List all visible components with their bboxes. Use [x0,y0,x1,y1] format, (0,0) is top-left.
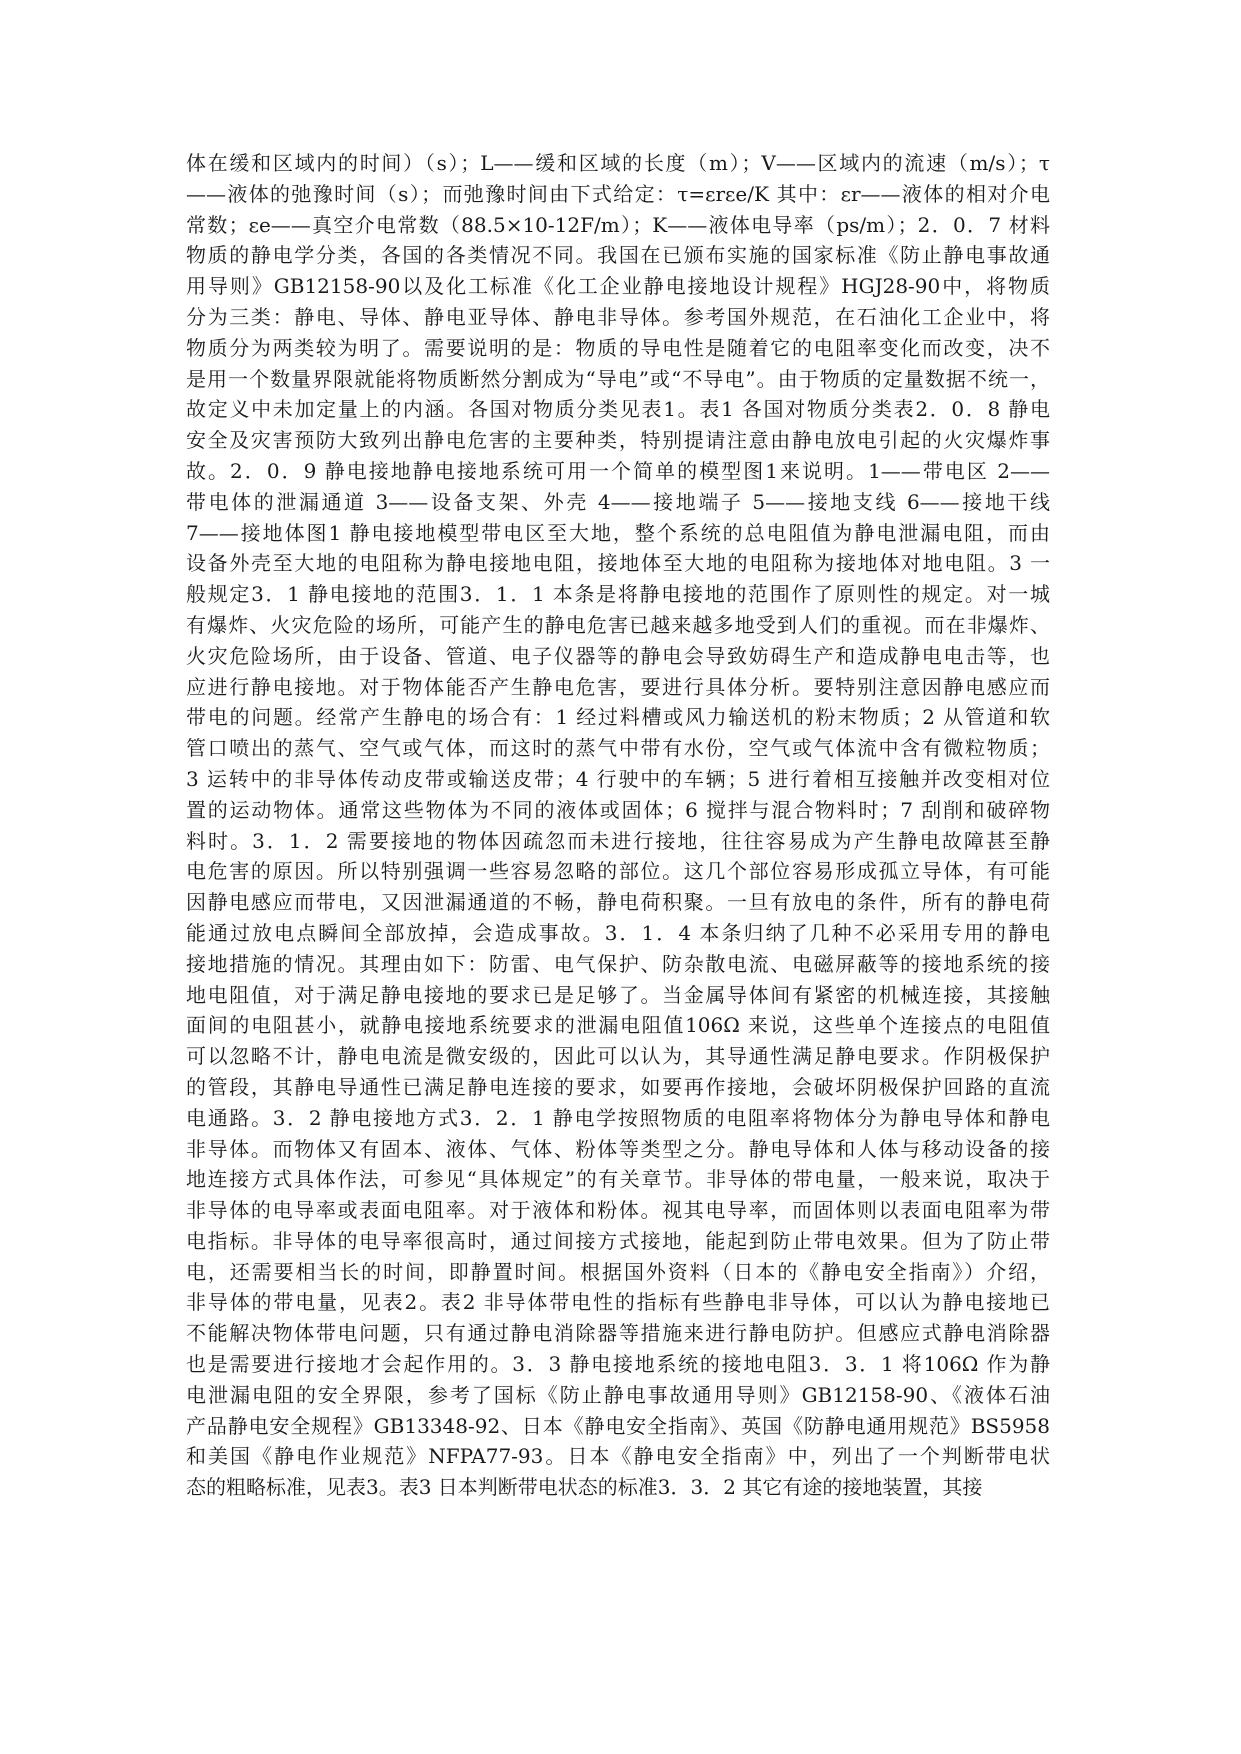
text-line: 体在缓和区域内的时间）（s）；L——缓和区域的长度（m）；V——区域内的流速（m/s）；τ [186,151,1050,175]
text-line: 地电阻值，对于满足静电接地的要求已是足够了。当金属导体间有紧密的机械连接，其接触 [186,982,1050,1007]
text-line: 分为三类：静电、导体、静电亚导体、静电非导体。参考国外规范，在石油化工企业中，将 [186,304,1050,329]
text-line: 应进行静电接地。对于物体能否产生静电危害，要进行具体分析。要特别注意因静电感应而 [186,674,1050,699]
text-line: 7——接地体图1 静电接地模型带电区至大地，整个系统的总电阻值为静电泄漏电阻，而由 [186,520,1050,545]
text-line: 非导体的带电量，见表2。表2 非导体带电性的指标有些静电非导体，可以认为静电接地已 [186,1290,1050,1315]
text-line: 电，还需要相当长的时间，即静置时间。根据国外资料（日本的《静电安全指南》）介绍， [186,1259,1050,1284]
text-line: 料时。3．1．2 需要接地的物体因疏忽而未进行接地，往往容易成为产生静电故障甚至静 [186,828,1050,853]
text-line: 也是需要进行接地才会起作用的。3．3 静电接地系统的接地电阻3．3．1 将106Ω 作为静 [186,1352,1050,1377]
text-line: 用导则》GB12158-90以及化工标准《化工企业静电接地设计规程》HGJ28-90中，将物质 [186,274,1050,299]
text-line: 地连接方式具体作法，可参见“具体规定”的有关章节。非导体的带电量，一般来说，取决于 [186,1167,1050,1192]
body-text [186,148,1050,1503]
text-line: 面间的电阻甚小，就静电接地系统要求的泄漏电阻值106Ω 来说，这些单个连接点的电阻值 [186,1013,1050,1038]
text-line: 火灾危险场所，由于设备、管道、电子仪器等的静电会导致妨碍生产和造成静电电击等，也 [186,643,1050,668]
text-line: 可以忽略不计，静电电流是微安级的，因此可以认为，其导通性满足静电要求。作阴极保护 [186,1044,1050,1069]
text-line: 安全及灾害预防大致列出静电危害的主要种类，特别提请注意由静电放电引起的火灾爆炸事 [186,428,1050,453]
text-line: 能通过放电点瞬间全部放掉，会造成事故。3．1．4 本条归纳了几种不必采用专用的静电 [186,920,1050,945]
text-line: 电通路。3．2 静电接地方式3．2．1 静电学按照物质的电阻率将物体分为静电导体和静电 [186,1105,1050,1130]
text-line: 因静电感应而带电，又因泄漏通道的不畅，静电荷积聚。一旦有放电的条件，所有的静电荷 [186,890,1050,915]
text-line: 常数；εe——真空介电常数（88.5×10-12F/m）；K——液体电导率（ps/m）；2．0．7 材料 [186,212,1050,237]
text-line: 物质的静电学分类，各国的各类情况不同。我国在已颁布实施的国家标准《防止静电事故通 [186,243,1050,268]
text-line: 非导体的电导率或表面电阻率。对于液体和粉体。视其电导率，而固体则以表面电阻率为带 [186,1198,1050,1223]
text-line: 电危害的原因。所以特别强调一些容易忽略的部位。这几个部位容易形成孤立导体，有可能 [186,859,1050,884]
text-line: 是用一个数量界限就能将物质断然分割成为“导电”或“不导电”。由于物质的定量数据不统一， [186,366,1050,391]
text-line: 电指标。非导体的电导率很高时，通过间接方式接地，能起到防止带电效果。但为了防止带 [186,1228,1050,1253]
text-line: 不能解决物体带电问题，只有通过静电消除器等措施来进行静电防护。但感应式静电消除器 [186,1321,1050,1346]
text-line: 置的运动物体。通常这些物体为不同的液体或固体；6 搅拌与混合物料时；7 刮削和破碎物 [186,797,1050,822]
text-line: 物质分为两类较为明了。需要说明的是：物质的导电性是随着它的电阻率变化而改变，决不 [186,335,1050,360]
text-line: 产品静电安全规程》GB13348-92、日本《静电安全指南》、英国《防静电通用规范》BS5958 [186,1413,1050,1438]
text-line: 电泄漏电阻的安全界限，参考了国标《防止静电事故通用导则》GB12158-90、《液体石油 [186,1382,1050,1407]
text-line: 管口喷出的蒸气、空气或气体，而这时的蒸气中带有水份，空气或气体流中含有微粒物质； [186,736,1050,761]
text-line: ——液体的弛豫时间（s）；而弛豫时间由下式给定：τ=εrεe/K 其中：εr——液体的相对介电 [186,181,1050,206]
text-line: 有爆炸、火灾危险的场所，可能产生的静电危害已越来越多地受到人们的重视。而在非爆炸、 [186,612,1050,637]
text-line: 般规定3．1 静电接地的范围3．1．1 本条是将静电接地的范围作了原则性的规定。对一城 [186,582,1050,607]
text-line: 态的粗略标准，见表3。表3 日本判断带电状态的标准3．3．2 其它有途的接地装置，其接 [186,1475,983,1500]
text-line: 和美国《静电作业规范》NFPA77-93。日本《静电安全指南》中，列出了一个判断带电状 [186,1444,1050,1469]
text-line: 设备外壳至大地的电阻称为静电接地电阻，接地体至大地的电阻称为接地体对地电阻。3 一 [186,551,1050,576]
text-line: 带电的问题。经常产生静电的场合有：1 经过料槽或风力输送机的粉末物质；2 从管道和软 [186,705,1050,730]
text-line: 3 运转中的非导体传动皮带或输送皮带；4 行驶中的车辆；5 进行着相互接触并改变相对位 [186,766,1050,791]
text-line: 的管段，其静电导通性已满足静电连接的要求，如要再作接地，会破坏阴极保护回路的直流 [186,1074,1050,1099]
text-line: 非导体。而物体又有固本、液体、气体、粉体等类型之分。静电导体和人体与移动设备的接 [186,1136,1050,1161]
text-line: 带电体的泄漏通道 3——设备支架、外壳 4——接地端子 5——接地支线 6——接地干线 [186,489,1050,514]
text-line: 故。2．0．9 静电接地静电接地系统可用一个简单的模型图1来说明。1——带电区 2—— [186,458,1050,483]
text-line: 故定义中未加定量上的内涵。各国对物质分类见表1。表1 各国对物质分类表2．0．8 静电 [186,397,1050,422]
text-line: 接地措施的情况。其理由如下：防雷、电气保护、防杂散电流、电磁屏蔽等的接地系统的接 [186,951,1050,976]
